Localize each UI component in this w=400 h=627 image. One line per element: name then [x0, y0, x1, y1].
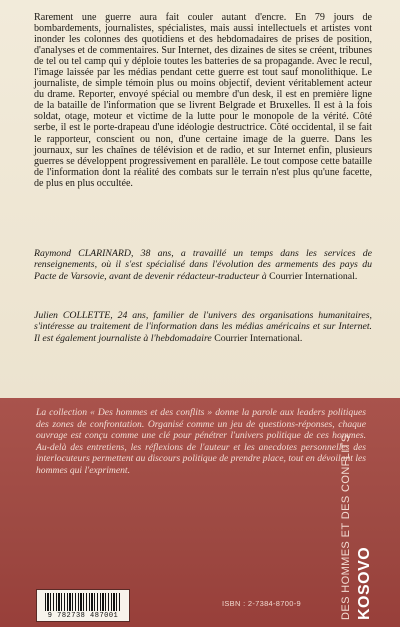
- barcode-label: [36, 589, 130, 622]
- author-bio-collette: [34, 310, 372, 344]
- publication-name: Courrier International.: [211, 332, 303, 344]
- author-description: , 24 ans, familier de l'univers des organisations humanitaires, s'intéresse au traitement de l'information dans les médias américains et sur Internet. Il est également journaliste à l'hebdomadaire: [34, 310, 372, 344]
- book-blurb: Rarement une guerre aura fait couler autant d'encre. En 79 jours de bombardements, journalistes, spécialistes, mais aussi intellectuels et artistes vont inonder les colonnes des quotidiens et des hebdomadaires de prises de position, d'analyses et de commentaires. Sur Internet, des dizaines de sites se créent, tribunes de tel ou tel camp qui y déploie toutes les batteries de sa propagande. Avec le recul, l'image laissée par les médias pendant cette guerre est tout sauf monolithique. Le journaliste, de simple témoin plus ou moins objectif, devient véritablement acteur du drame. Reporter, envoyé spécial ou membre d'un desk, il est en première ligne de la bataille de l'information que se livrent Belgrade et Bruxelles. Il est à la fois soldat, otage, moteur et victime de la lutte pour le monopole de la vérité. Côté serbe, il est le porte-drapeau d'une idéologie destructrice. Côté occidental, il se fait le rapporteur, conscient ou non, d'une certaine image de la guerre. Dans les journaux, sur les chaînes de télévision et de radio, et sur Internet enfin, plusieurs guerres se développent progressivement en parallèle. Le tout compose cette bataille de l'information dont la réalité des combats sur le terrain n'est plus qu'une facette, de plus en plus occultée.: [34, 12, 372, 189]
- barcode-bars: [45, 593, 121, 611]
- author-name: Julien COLLETTE: [34, 310, 111, 321]
- barcode-digits: 9 782738 487001: [47, 612, 119, 620]
- author-description: , 38 ans, a travaillé un temps dans les services de renseignements, où il s'est spécialisé dans l'évolution des armements des pays du Pacte de Varsovie, avant de devenir rédacteur-traducteur à: [34, 248, 373, 282]
- author-bio-clarinard: [34, 248, 372, 282]
- isbn-number: ISBN : 2-7384-8700-9: [222, 599, 301, 608]
- series-name: DES HOMMES ET DES CONFLITS: [340, 434, 352, 620]
- collection-band: [0, 398, 400, 627]
- publication-name: Courrier International.: [266, 270, 358, 282]
- book-title: KOSOVO: [356, 546, 373, 620]
- collection-description: La collection « Des hommes et des conflits » donne la parole aux leaders politiques des zones de confrontation. Organisé comme un jeu de questions-réponses, chaque ouvrage est conçu comme une clé pour pénétrer l'univers politique de ces hommes. Au-delà des entretiens, les réflexions de l'auteur et les anecdotes personnelles des interlocuteurs permettent au discours politique de prendre place, tout en dévoilant les hommes qui l'expriment.: [36, 407, 366, 476]
- author-name: Raymond CLARINARD: [34, 248, 131, 259]
